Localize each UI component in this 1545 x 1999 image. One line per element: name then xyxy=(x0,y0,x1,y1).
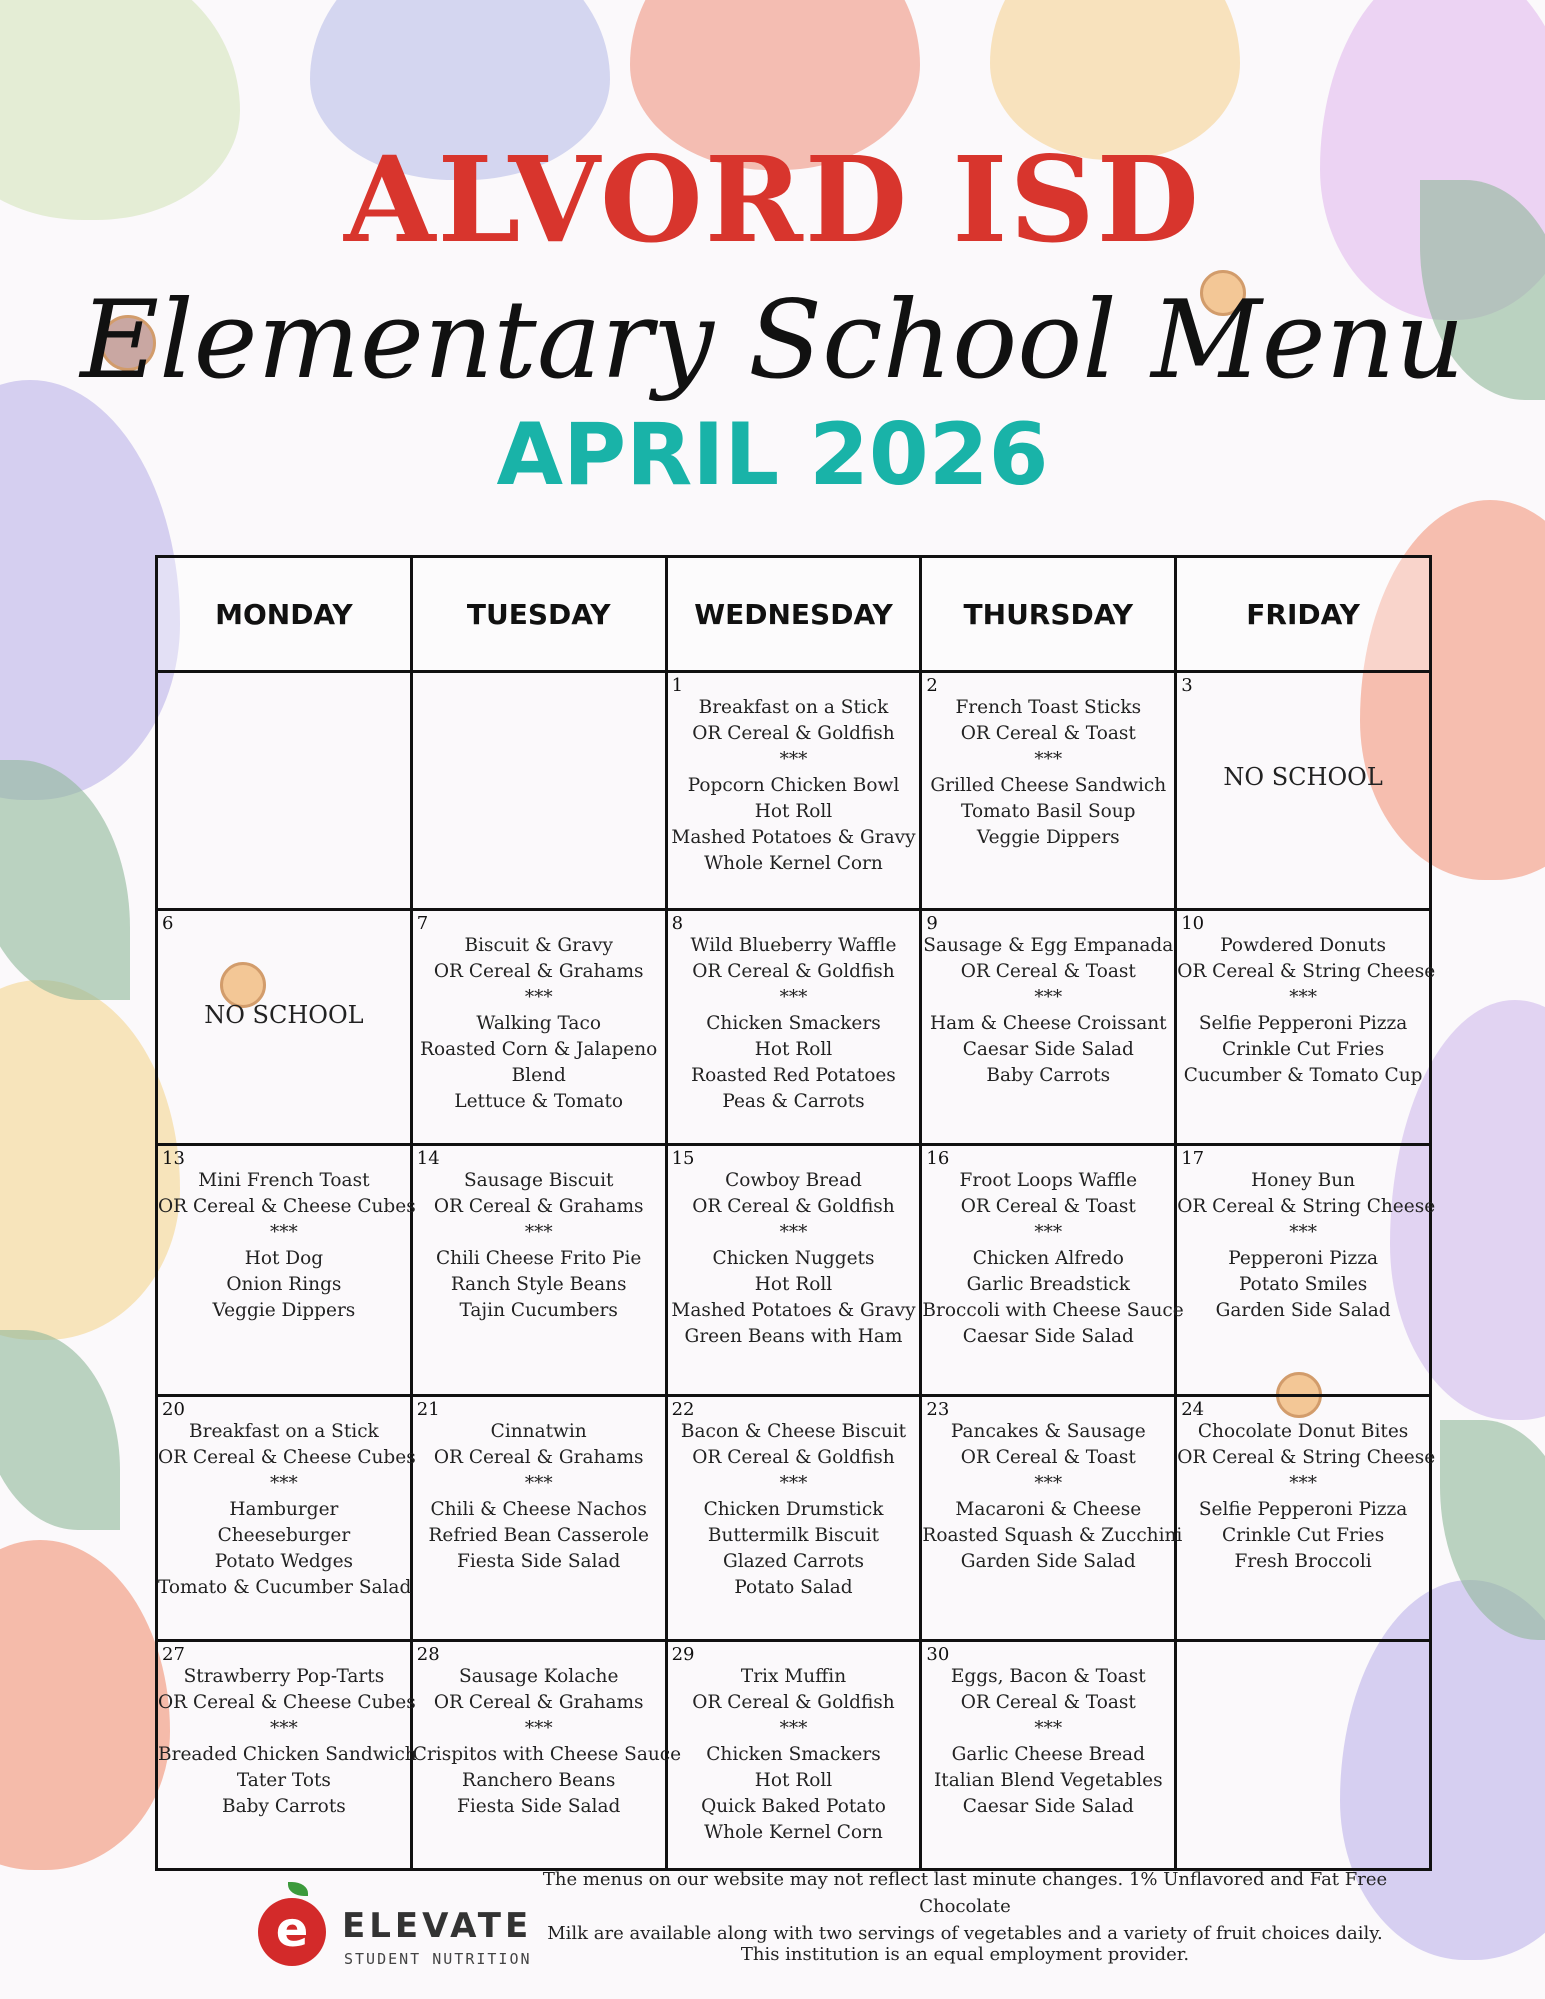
menu-item: Wild Blueberry Waffle xyxy=(690,935,897,956)
menu-subtitle: Elementary School Menu xyxy=(80,278,1465,403)
menu-item: Chicken Nuggets xyxy=(712,1248,875,1269)
menu-item: Veggie Dippers xyxy=(212,1300,356,1321)
no-school-note: NO SCHOOL xyxy=(204,1001,364,1029)
menu-item: Blend xyxy=(511,1065,566,1086)
menu-item: OR Cereal & Goldfish xyxy=(692,723,895,744)
menu-item: Hot Roll xyxy=(754,1274,833,1295)
day-number: 30 xyxy=(926,1644,950,1665)
menu-item: Chili & Cheese Nachos xyxy=(430,1499,647,1520)
menu-item: Bacon & Cheese Biscuit xyxy=(680,1421,907,1442)
menu-item: OR Cereal & Toast xyxy=(960,961,1136,982)
menu-items xyxy=(1177,911,1436,1089)
menu-item: Green Beans with Ham xyxy=(684,1326,903,1347)
menu-item: Walking Taco xyxy=(476,1013,601,1034)
menu-item: *** xyxy=(779,749,808,770)
menu-item: OR Cereal & String Cheese xyxy=(1177,1196,1436,1217)
day-number: 6 xyxy=(162,913,174,934)
menu-items xyxy=(668,911,920,1115)
weekday-header: THURSDAY xyxy=(921,557,1176,672)
menu-item: Honey Bun xyxy=(1251,1170,1356,1191)
menu-disclaimer xyxy=(505,1866,1425,1947)
weekday-header: MONDAY xyxy=(157,557,412,672)
menu-item: Caesar Side Salad xyxy=(962,1796,1134,1817)
week-row xyxy=(157,672,1431,910)
menu-item: Ranch Style Beans xyxy=(450,1274,627,1295)
menu-item: *** xyxy=(1034,987,1063,1008)
day-cell xyxy=(921,1145,1184,1396)
menu-item: Cowboy Bread xyxy=(725,1170,862,1191)
menu-item: Breakfast on a Stick xyxy=(189,1421,379,1442)
menu-items xyxy=(413,1397,665,1575)
menu-items xyxy=(922,1642,1174,1820)
day-number: 10 xyxy=(1181,913,1205,934)
menu-item: *** xyxy=(524,1718,553,1739)
day-cell xyxy=(921,1396,1183,1641)
menu-item: Tater Tots xyxy=(236,1770,331,1791)
menu-item: Ranchero Beans xyxy=(462,1770,616,1791)
menu-item: OR Cereal & Cheese Cubes xyxy=(158,1447,416,1468)
menu-item: Onion Rings xyxy=(226,1274,342,1295)
menu-item: Garlic Breadstick xyxy=(966,1274,1130,1295)
day-number: 1 xyxy=(671,675,684,696)
menu-item: Grilled Cheese Sandwich xyxy=(930,775,1167,796)
menu-items xyxy=(158,1642,417,1820)
menu-item: Breaded Chicken Sandwich xyxy=(158,1744,417,1765)
menu-item: Pepperoni Pizza xyxy=(1228,1248,1378,1269)
day-cell xyxy=(666,1145,921,1396)
menu-item: OR Cereal & Goldfish xyxy=(692,1447,895,1468)
logo-letter: e xyxy=(275,1902,309,1958)
menu-item: *** xyxy=(1034,1222,1063,1243)
menu-item: *** xyxy=(1289,987,1317,1008)
easter-egg-decoration xyxy=(0,1540,170,1870)
menu-item: Macaroni & Cheese xyxy=(955,1499,1142,1520)
day-cell xyxy=(157,1145,416,1396)
day-cell xyxy=(666,910,921,1145)
menu-items xyxy=(922,911,1174,1089)
menu-item: Hamburger xyxy=(229,1499,339,1520)
menu-item: OR Cereal & Grahams xyxy=(433,1447,644,1468)
menu-items xyxy=(158,1397,416,1601)
menu-item: OR Cereal & Cheese Cubes xyxy=(158,1196,416,1217)
no-school-note: NO SCHOOL xyxy=(1223,763,1383,791)
district-title: ALVORD ISD xyxy=(343,130,1201,269)
menu-item: *** xyxy=(779,1718,808,1739)
logo-name: ELEVATE xyxy=(342,1906,533,1946)
day-cell xyxy=(921,672,1176,910)
weekday-header: TUESDAY xyxy=(411,557,666,672)
menu-items xyxy=(158,1146,416,1324)
menu-item: OR Cereal & String Cheese xyxy=(1177,961,1436,982)
menu-item: OR Cereal & Goldfish xyxy=(692,961,895,982)
day-cell xyxy=(921,1641,1176,1870)
menu-items xyxy=(1177,1146,1436,1324)
menu-calendar xyxy=(155,555,1436,1871)
week-row xyxy=(157,910,1431,1145)
menu-month: APRIL 2026 xyxy=(496,405,1049,505)
week-row xyxy=(157,1396,1431,1641)
menu-item: *** xyxy=(270,1473,298,1494)
menu-items xyxy=(412,1642,682,1820)
menu-item: Quick Baked Potato xyxy=(701,1796,886,1817)
day-cell xyxy=(411,1145,666,1396)
day-number: 3 xyxy=(1181,675,1193,696)
menu-item: *** xyxy=(779,1222,808,1243)
menu-item: *** xyxy=(524,1222,553,1243)
menu-item: *** xyxy=(270,1222,298,1243)
day-cell xyxy=(157,1396,416,1641)
menu-item: *** xyxy=(779,987,808,1008)
day-cell xyxy=(1176,910,1436,1145)
day-cell xyxy=(921,910,1176,1145)
day-cell xyxy=(157,1641,417,1870)
menu-item: OR Cereal & Toast xyxy=(960,1196,1136,1217)
day-cell xyxy=(411,1641,682,1870)
menu-item: Mini French Toast xyxy=(198,1170,370,1191)
menu-item: *** xyxy=(524,987,553,1008)
week-row xyxy=(157,1641,1431,1870)
menu-item: Lettuce & Tomato xyxy=(454,1091,624,1112)
day-number: 29 xyxy=(671,1644,695,1665)
menu-item: Crinkle Cut Fries xyxy=(1221,1525,1385,1546)
day-number: 22 xyxy=(671,1399,695,1420)
day-cell xyxy=(411,1396,666,1641)
menu-item: Chicken Drumstick xyxy=(703,1499,884,1520)
menu-item: Ham & Cheese Croissant xyxy=(929,1013,1167,1034)
day-cell xyxy=(157,672,412,910)
menu-item: Chocolate Donut Bites xyxy=(1197,1421,1409,1442)
menu-item: Potato Wedges xyxy=(214,1551,354,1572)
menu-item: Veggie Dippers xyxy=(976,827,1120,848)
equal-opportunity-statement: This institution is an equal employment provider. xyxy=(740,1944,1190,1965)
menu-item: Potato Salad xyxy=(734,1577,853,1598)
leaf-icon xyxy=(288,1882,308,1896)
menu-item: OR Cereal & Toast xyxy=(960,1692,1136,1713)
menu-item: OR Cereal & Grahams xyxy=(433,1692,644,1713)
menu-item: Caesar Side Salad xyxy=(962,1326,1134,1347)
day-number: 7 xyxy=(416,913,429,934)
menu-item: Roasted Squash & Zucchini xyxy=(922,1525,1183,1546)
menu-items xyxy=(1177,1397,1436,1575)
menu-item: Garden Side Salad xyxy=(960,1551,1136,1572)
day-cell xyxy=(666,1641,921,1870)
menu-item: Breakfast on a Stick xyxy=(698,697,889,718)
day-number: 24 xyxy=(1181,1399,1205,1420)
disclaimer-line: The menus on our website may not reflect last minute changes. 1% Unflavored and Fat Free Chocolate xyxy=(542,1869,1388,1917)
menu-items xyxy=(668,673,920,877)
day-number: 20 xyxy=(162,1399,185,1420)
menu-item: *** xyxy=(1289,1222,1317,1243)
day-cell xyxy=(666,1396,921,1641)
menu-items xyxy=(668,1642,920,1846)
easter-egg-decoration xyxy=(0,980,180,1340)
menu-item: Whole Kernel Corn xyxy=(704,1822,883,1843)
day-number: 23 xyxy=(926,1399,950,1420)
menu-item: Froot Loops Waffle xyxy=(959,1170,1138,1191)
menu-item: Popcorn Chicken Bowl xyxy=(687,775,900,796)
menu-item: Sausage & Egg Empanada xyxy=(923,935,1174,956)
menu-item: Eggs, Bacon & Toast xyxy=(950,1666,1146,1687)
day-number: 28 xyxy=(416,1644,440,1665)
menu-items xyxy=(922,1397,1183,1575)
leaf-decoration xyxy=(0,760,130,1000)
menu-item: French Toast Sticks xyxy=(955,697,1142,718)
elevate-logo-mark xyxy=(258,1898,326,1966)
menu-item: Hot Roll xyxy=(754,1039,833,1060)
menu-item: Fresh Broccoli xyxy=(1234,1551,1372,1572)
day-number: 21 xyxy=(416,1399,440,1420)
menu-item: OR Cereal & Goldfish xyxy=(692,1196,895,1217)
day-number: 27 xyxy=(162,1644,185,1665)
menu-item: Selfie Pepperoni Pizza xyxy=(1198,1499,1408,1520)
menu-item: Mashed Potatoes & Gravy xyxy=(671,1300,916,1321)
day-cell xyxy=(411,910,666,1145)
menu-item: Italian Blend Vegetables xyxy=(933,1770,1163,1791)
week-row xyxy=(157,1145,1431,1396)
menu-item: OR Cereal & String Cheese xyxy=(1177,1447,1436,1468)
menu-item: Trix Muffin xyxy=(740,1666,847,1687)
menu-item: OR Cereal & Toast xyxy=(960,723,1136,744)
day-cell xyxy=(1176,1396,1436,1641)
menu-item: Cucumber & Tomato Cup xyxy=(1183,1065,1423,1086)
leaf-decoration xyxy=(0,1330,120,1530)
menu-item: OR Cereal & Goldfish xyxy=(692,1692,895,1713)
menu-item: Sausage Kolache xyxy=(458,1666,619,1687)
menu-item: Roasted Red Potatoes xyxy=(691,1065,896,1086)
menu-item: *** xyxy=(524,1473,553,1494)
menu-item: Garden Side Salad xyxy=(1215,1300,1391,1321)
menu-items xyxy=(668,1397,920,1601)
menu-item: Selfie Pepperoni Pizza xyxy=(1198,1013,1408,1034)
elevate-logo xyxy=(258,1876,558,1976)
menu-items xyxy=(668,1146,920,1350)
menu-item: Broccoli with Cheese Sauce xyxy=(922,1300,1184,1321)
menu-item: Cheeseburger xyxy=(217,1525,351,1546)
day-cell xyxy=(1176,672,1431,910)
menu-item: Tomato Basil Soup xyxy=(961,801,1136,822)
menu-item: Peas & Carrots xyxy=(722,1091,865,1112)
day-number: 14 xyxy=(416,1148,440,1169)
menu-item: OR Cereal & Grahams xyxy=(433,961,644,982)
menu-item: Refried Bean Casserole xyxy=(428,1525,649,1546)
disclaimer-line: Milk are available along with two servings of vegetables and a variety of fruit choices daily. xyxy=(547,1923,1383,1944)
menu-items xyxy=(922,1146,1184,1350)
menu-item: Glazed Carrots xyxy=(722,1551,865,1572)
menu-item: Biscuit & Gravy xyxy=(464,935,613,956)
menu-item: Chicken Alfredo xyxy=(972,1248,1124,1269)
menu-item: OR Cereal & Cheese Cubes xyxy=(158,1692,416,1713)
logo-tagline: STUDENT NUTRITION xyxy=(344,1950,532,1968)
menu-item: *** xyxy=(1034,1718,1063,1739)
menu-item: Chili Cheese Frito Pie xyxy=(436,1248,642,1269)
menu-item: *** xyxy=(270,1718,298,1739)
menu-item: *** xyxy=(1289,1473,1317,1494)
weekday-header: WEDNESDAY xyxy=(666,557,921,672)
menu-item: Mashed Potatoes & Gravy xyxy=(671,827,916,848)
menu-item: *** xyxy=(779,1473,808,1494)
menu-item: Pancakes & Sausage xyxy=(950,1421,1146,1442)
menu-item: OR Cereal & Grahams xyxy=(433,1196,644,1217)
menu-item: Baby Carrots xyxy=(986,1065,1111,1086)
day-number: 8 xyxy=(671,913,684,934)
menu-item: Buttermilk Biscuit xyxy=(707,1525,880,1546)
day-cell xyxy=(157,910,412,1145)
menu-item: Hot Roll xyxy=(754,1770,833,1791)
menu-item: Cinnatwin xyxy=(490,1421,587,1442)
menu-item: OR Cereal & Toast xyxy=(960,1447,1136,1468)
menu-items xyxy=(922,673,1174,851)
menu-item: Garlic Cheese Bread xyxy=(951,1744,1145,1765)
weekday-header: FRIDAY xyxy=(1176,557,1431,672)
menu-item: Whole Kernel Corn xyxy=(704,853,883,874)
menu-item: Fiesta Side Salad xyxy=(457,1551,621,1572)
menu-item: *** xyxy=(1034,1473,1063,1494)
menu-item: Hot Dog xyxy=(244,1248,324,1269)
menu-item: Crinkle Cut Fries xyxy=(1221,1039,1385,1060)
menu-item: Chicken Smackers xyxy=(706,1013,881,1034)
day-number: 16 xyxy=(926,1148,950,1169)
day-cell xyxy=(666,672,921,910)
weekday-header-row xyxy=(157,557,1431,672)
menu-item: Powdered Donuts xyxy=(1220,935,1386,956)
menu-item: Hot Roll xyxy=(754,801,833,822)
menu-item: Sausage Biscuit xyxy=(463,1170,614,1191)
day-number: 2 xyxy=(926,675,938,696)
day-cell xyxy=(1176,1641,1431,1870)
menu-item: Potato Smiles xyxy=(1238,1274,1368,1295)
menu-item: Roasted Corn & Jalapeno xyxy=(420,1039,658,1060)
day-number: 9 xyxy=(926,913,938,934)
menu-items xyxy=(413,1146,665,1324)
menu-item: Crispitos with Cheese Sauce xyxy=(412,1744,682,1765)
menu-item: Chicken Smackers xyxy=(706,1744,881,1765)
menu-item: Tomato & Cucumber Salad xyxy=(158,1577,412,1598)
day-cell xyxy=(1176,1145,1436,1396)
menu-item: Baby Carrots xyxy=(222,1796,346,1817)
menu-item: *** xyxy=(1034,749,1063,770)
menu-items xyxy=(413,911,665,1115)
day-number: 15 xyxy=(671,1148,695,1169)
day-cell xyxy=(411,672,666,910)
menu-item: Caesar Side Salad xyxy=(962,1039,1134,1060)
menu-item: Tajin Cucumbers xyxy=(459,1300,618,1321)
menu-item: Fiesta Side Salad xyxy=(457,1796,621,1817)
menu-item: Strawberry Pop-Tarts xyxy=(183,1666,385,1687)
day-number: 17 xyxy=(1181,1148,1205,1169)
day-number: 13 xyxy=(162,1148,185,1169)
